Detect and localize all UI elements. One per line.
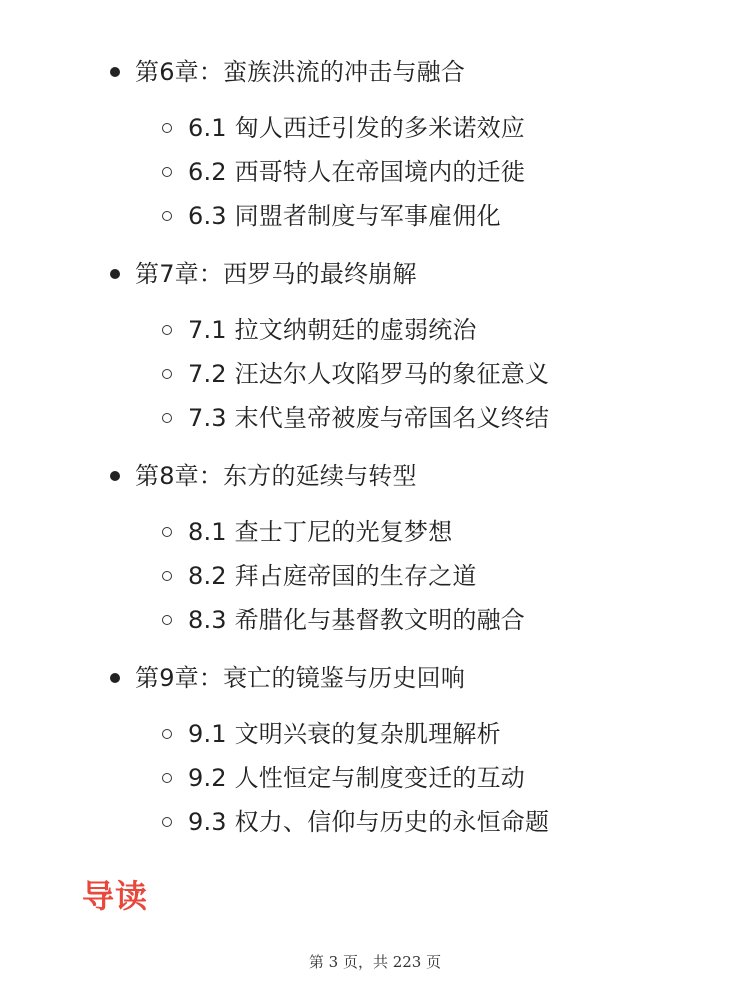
circle-bullet-icon bbox=[162, 325, 172, 335]
section-title: 6.1 匈人西迁引发的多米诺效应 bbox=[188, 114, 525, 142]
chapter-title: 第9章：衰亡的镜鉴与历史回响 bbox=[135, 664, 466, 692]
section-item bbox=[162, 152, 525, 192]
section-title: 6.3 同盟者制度与军事雇佣化 bbox=[188, 202, 501, 230]
section-item bbox=[162, 714, 501, 754]
section-item bbox=[162, 758, 525, 798]
chapter-item bbox=[110, 254, 417, 294]
disc-bullet-icon bbox=[110, 269, 120, 279]
section-title: 9.3 权力、信仰与历史的永恒命题 bbox=[188, 808, 550, 836]
circle-bullet-icon bbox=[162, 211, 172, 221]
section-title: 6.2 西哥特人在帝国境内的迁徙 bbox=[188, 158, 525, 186]
section-item bbox=[162, 108, 525, 148]
section-title: 8.3 希腊化与基督教文明的融合 bbox=[188, 606, 525, 634]
circle-bullet-icon bbox=[162, 527, 172, 537]
section-item bbox=[162, 398, 549, 438]
section-item bbox=[162, 802, 549, 842]
chapter-item bbox=[110, 52, 465, 92]
section-item bbox=[162, 556, 477, 596]
section-heading: 导读 bbox=[82, 877, 149, 915]
circle-bullet-icon bbox=[162, 729, 172, 739]
section-title: 7.1 拉文纳朝廷的虚弱统治 bbox=[188, 316, 477, 344]
disc-bullet-icon bbox=[110, 471, 120, 481]
circle-bullet-icon bbox=[162, 615, 172, 625]
section-title: 9.1 文明兴衰的复杂肌理解析 bbox=[188, 720, 501, 748]
section-title: 7.2 汪达尔人攻陷罗马的象征意义 bbox=[188, 360, 550, 388]
circle-bullet-icon bbox=[162, 571, 172, 581]
section-item bbox=[162, 512, 452, 552]
disc-bullet-icon bbox=[110, 673, 120, 683]
chapter-title: 第6章：蛮族洪流的冲击与融合 bbox=[135, 58, 466, 86]
chapter-item bbox=[110, 456, 417, 496]
page-footer: 第 3 页，共 223 页 bbox=[308, 953, 442, 971]
circle-bullet-icon bbox=[162, 773, 172, 783]
section-title: 7.3 末代皇帝被废与帝国名义终结 bbox=[188, 404, 550, 432]
chapter-item bbox=[110, 658, 465, 698]
circle-bullet-icon bbox=[162, 413, 172, 423]
section-title: 9.2 人性恒定与制度变迁的互动 bbox=[188, 764, 525, 792]
section-title: 8.2 拜占庭帝国的生存之道 bbox=[188, 562, 477, 590]
section-item bbox=[162, 600, 525, 640]
section-item bbox=[162, 196, 501, 236]
chapter-title: 第8章：东方的延续与转型 bbox=[135, 462, 417, 490]
circle-bullet-icon bbox=[162, 817, 172, 827]
section-item bbox=[162, 354, 549, 394]
circle-bullet-icon bbox=[162, 167, 172, 177]
chapter-title: 第7章：西罗马的最终崩解 bbox=[135, 260, 417, 288]
circle-bullet-icon bbox=[162, 369, 172, 379]
disc-bullet-icon bbox=[110, 67, 120, 77]
section-title: 8.1 查士丁尼的光复梦想 bbox=[188, 518, 453, 546]
section-item bbox=[162, 310, 477, 350]
circle-bullet-icon bbox=[162, 123, 172, 133]
